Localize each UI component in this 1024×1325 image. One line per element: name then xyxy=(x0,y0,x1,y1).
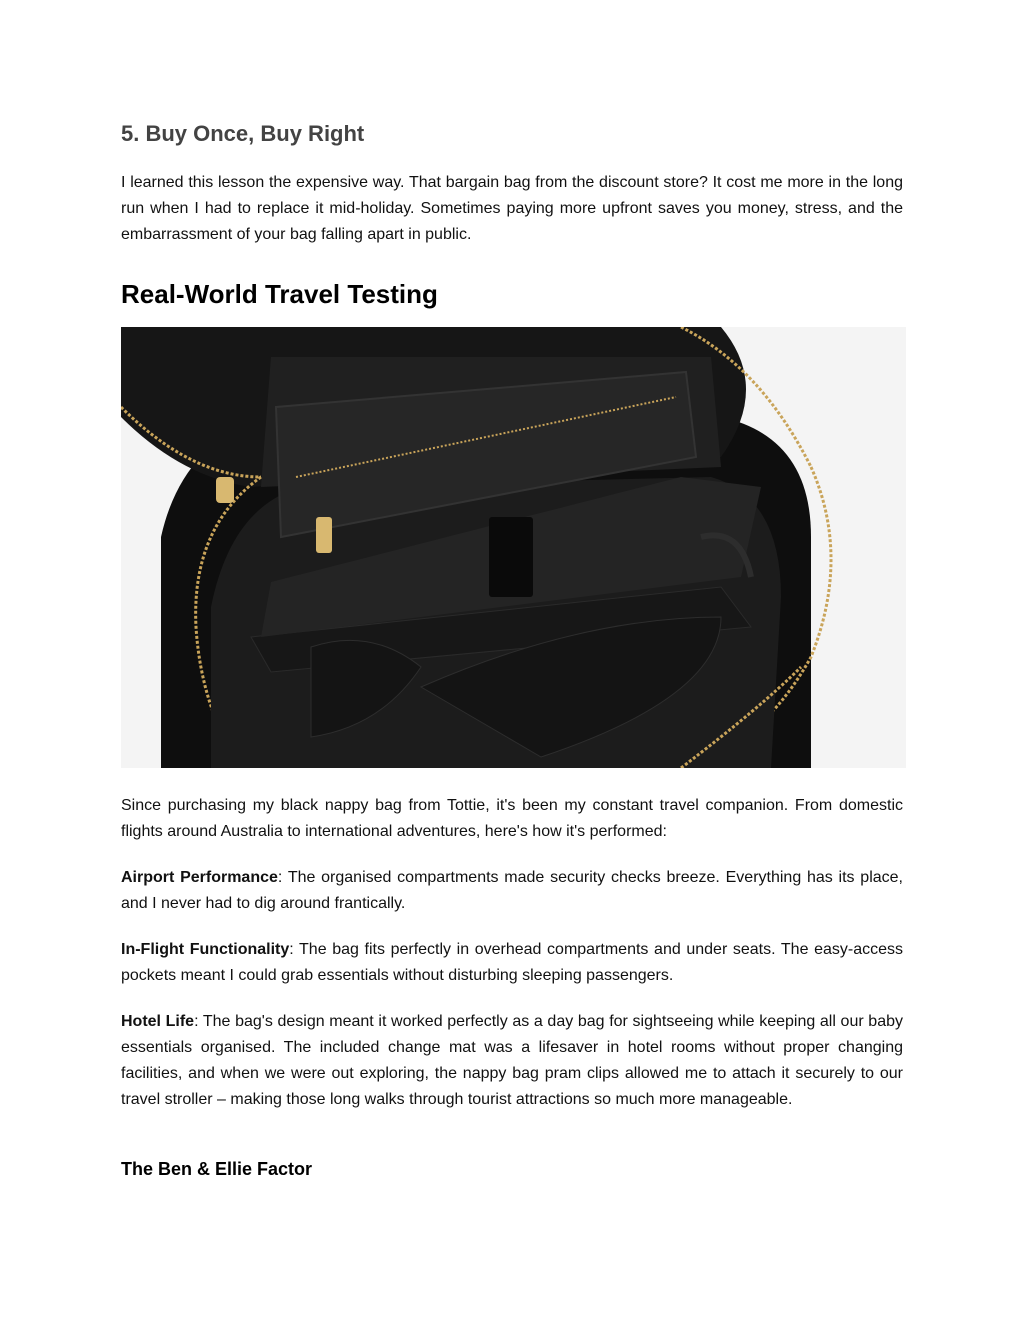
since-paragraph: Since purchasing my black nappy bag from Tottie, it's been my constant travel companion. From domestic flights around Australia to international adventures, here's how it's performed: xyxy=(121,797,903,840)
inflight-functionality-text: : The bag fits perfectly in overhead compartments and under seats. The easy-access pockets meant I could grab essentials without disturbing sleeping passengers. xyxy=(121,941,903,984)
sub-heading: The Ben & Ellie Factor xyxy=(121,1159,313,1179)
hotel-life-paragraph xyxy=(121,1009,903,1113)
intro-paragraph: I learned this lesson the expensive way. That bargain bag from the discount store? It cost me more in the long run when I had to replace it mid-holiday. Sometimes paying more upfront saves you money, stress, and the embarrassment of your bag falling apart in public. xyxy=(121,174,903,243)
bag-illustration xyxy=(121,327,906,768)
section-heading: 5. Buy Once, Buy Right xyxy=(121,121,365,146)
airport-performance-text: : The organised compartments made security checks breeze. Everything has its place, and I never had to dig around frantically. xyxy=(121,869,903,912)
hotel-life-term: Hotel Life xyxy=(121,1013,195,1030)
main-heading: Real-World Travel Testing xyxy=(121,279,438,309)
airport-performance-paragraph xyxy=(121,865,903,917)
airport-performance-term: Airport Performance xyxy=(121,869,278,886)
hotel-life-text: : The bag's design meant it worked perfectly as a day bag for sightseeing while keeping all our baby essentials organised. The included change mat was a lifesaver in hotel rooms without proper changing facilities, and when we were out exploring, the nappy bag pram clips allowed me to attach it securely to our travel stroller – making those long walks through tourist attractions so much more manageable. xyxy=(121,1013,904,1108)
inflight-functionality-term: In-Flight Functionality xyxy=(121,941,290,958)
bag-interior-photo xyxy=(121,327,906,768)
inflight-functionality-paragraph xyxy=(121,937,903,989)
